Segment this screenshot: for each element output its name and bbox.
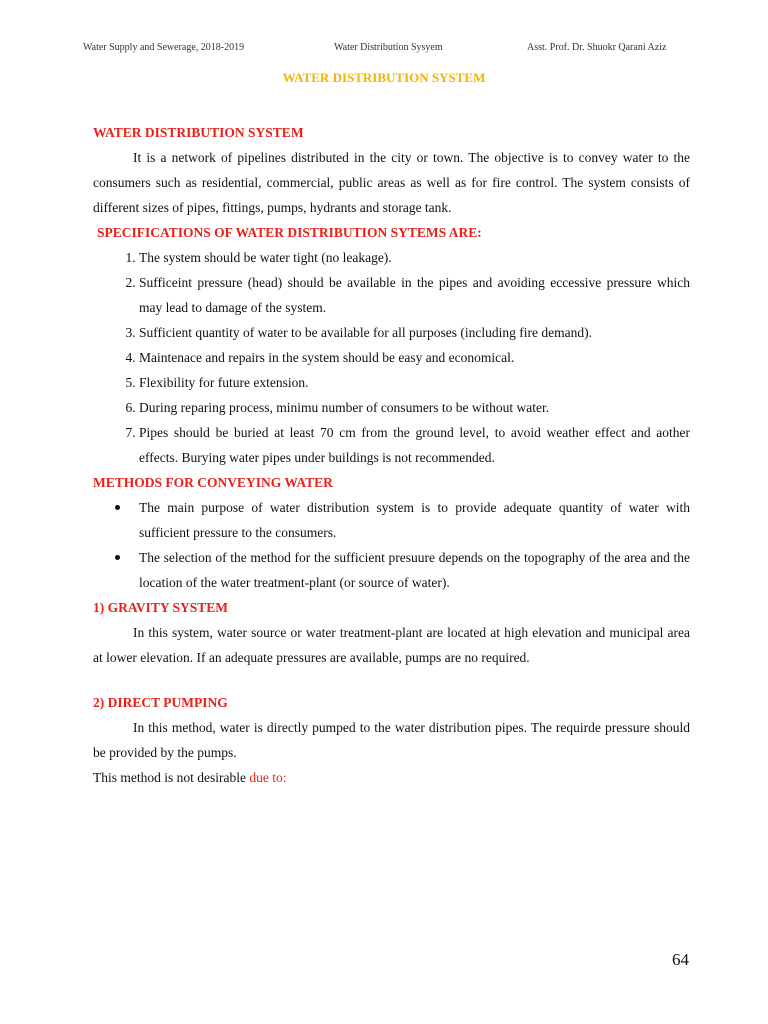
- section-heading-direct-pumping: 2) DIRECT PUMPING: [93, 695, 228, 710]
- header-middle: Water Distribution Sysyem: [334, 42, 443, 53]
- page-title: WATER DISTRIBUTION SYSTEM: [282, 70, 486, 85]
- section-paragraph-distribution: It is a network of pipelines distributed in the city or town. The objective is to convey water to the consumers such as residential, commercial, public areas as well as for fire control. The system consists of different sizes of pipes, fittings, pumps, hydrants and storage tank.: [93, 150, 690, 215]
- list-item: 5. Flexibility for future extension.: [139, 370, 690, 395]
- bullet-icon: [115, 505, 120, 510]
- list-item: 4. Maintenace and repairs in the system should be easy and economical.: [139, 345, 690, 370]
- methods-list: [93, 495, 690, 595]
- list-item-text: The selection of the method for the sufficient presuure depends on the topography of the area and the location of the water treatment-plant (or source of water).: [139, 550, 690, 590]
- bullet-icon: [115, 555, 120, 560]
- list-item: 7. Pipes should be buried at least 70 cm from the ground level, to avoid weather effect and aother effects. Burying water pipes under buildings is not recommended.: [139, 420, 690, 470]
- specifications-list: [93, 245, 690, 470]
- list-item: 6. During reparing process, minimu number of consumers to be without water.: [139, 395, 690, 420]
- note-prefix: This method is not desirable: [93, 770, 250, 785]
- section-paragraph-gravity: In this system, water source or water treatment-plant are located at high elevation and municipal area at lower elevation. If an adequate pressures are available, pumps are no required.: [93, 625, 690, 665]
- section-heading-methods: METHODS FOR CONVEYING WATER: [93, 475, 333, 490]
- direct-pumping-note: [93, 765, 690, 790]
- section-heading-distribution: WATER DISTRIBUTION SYSTEM: [93, 125, 304, 140]
- header-right: Asst. Prof. Dr. Shuokr Qarani Aziz: [527, 42, 667, 53]
- section-heading-specifications: SPECIFICATIONS OF WATER DISTRIBUTION SYTEMS ARE:: [97, 225, 482, 240]
- section-heading-gravity: 1) GRAVITY SYSTEM: [93, 600, 229, 615]
- list-item: [93, 545, 690, 595]
- list-item: 3. Sufficient quantity of water to be available for all purposes (including fire demand).: [139, 320, 690, 345]
- list-item: 2. Sufficeint pressure (head) should be available in the pipes and avoiding eccessive pressure which may lead to damage of the system.: [139, 270, 690, 320]
- section-paragraph-direct-pumping: In this method, water is directly pumped to the water distribution pipes. The requirde pressure should be provided by the pumps.: [93, 720, 690, 760]
- document-body: [93, 120, 690, 790]
- note-highlight: due to:: [249, 770, 287, 785]
- list-item: 1. The system should be water tight (no leakage).: [139, 245, 690, 270]
- list-item-text: The main purpose of water distribution system is to provide adequate quantity of water with sufficient pressure to the consumers.: [139, 500, 690, 540]
- list-item: [93, 495, 690, 545]
- header-left: Water Supply and Sewerage, 2018-2019: [83, 42, 245, 53]
- page-number: 64: [672, 950, 689, 969]
